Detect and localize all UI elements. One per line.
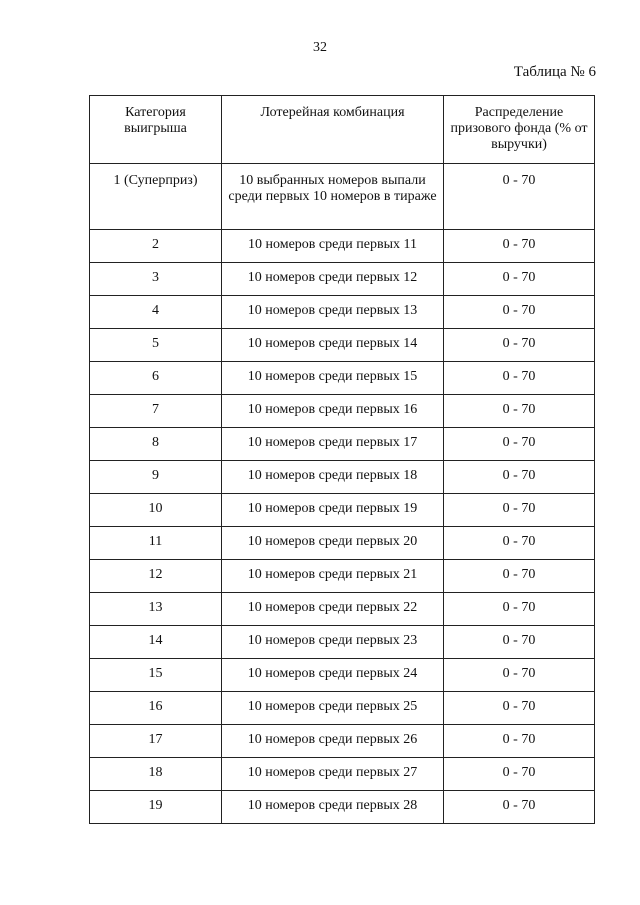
cell-category: 5: [90, 329, 222, 362]
cell-distribution: 0 - 70: [444, 791, 595, 824]
table-row: [90, 230, 595, 263]
header-row: [90, 96, 595, 164]
cell-distribution: 0 - 70: [444, 494, 595, 527]
table-row: [90, 758, 595, 791]
table-caption: Таблица № 6: [513, 64, 596, 80]
cell-combination: 10 номеров среди первых 26: [222, 725, 444, 758]
cell-distribution: 0 - 70: [444, 230, 595, 263]
cell-combination: 10 номеров среди первых 28: [222, 791, 444, 824]
cell-category: 11: [90, 527, 222, 560]
page-number: 32: [313, 40, 327, 55]
table-row: [90, 659, 595, 692]
table-row: [90, 362, 595, 395]
cell-category: 13: [90, 593, 222, 626]
cell-combination: 10 выбранных номеров выпали среди первых 10 номеров в тираже: [222, 164, 444, 230]
table-row: [90, 791, 595, 824]
cell-distribution: 0 - 70: [444, 263, 595, 296]
cell-distribution: 0 - 70: [444, 395, 595, 428]
cell-combination: 10 номеров среди первых 20: [222, 527, 444, 560]
table-row: [90, 164, 595, 230]
cell-category: 16: [90, 692, 222, 725]
table-row: [90, 560, 595, 593]
cell-distribution: 0 - 70: [444, 758, 595, 791]
cell-combination: 10 номеров среди первых 14: [222, 329, 444, 362]
table-row: [90, 263, 595, 296]
table-row: [90, 296, 595, 329]
cell-distribution: 0 - 70: [444, 593, 595, 626]
cell-category: 8: [90, 428, 222, 461]
table-row: [90, 329, 595, 362]
cell-combination: 10 номеров среди первых 22: [222, 593, 444, 626]
cell-distribution: 0 - 70: [444, 296, 595, 329]
cell-distribution: 0 - 70: [444, 461, 595, 494]
table-row: [90, 692, 595, 725]
prize-table: [89, 95, 595, 824]
cell-category: 14: [90, 626, 222, 659]
table-row: [90, 725, 595, 758]
header-category: Категория выигрыша: [90, 96, 222, 164]
header-combination: Лотерейная комбинация: [222, 96, 444, 164]
cell-category: 18: [90, 758, 222, 791]
cell-category: 15: [90, 659, 222, 692]
table-row: [90, 428, 595, 461]
table-row: [90, 461, 595, 494]
cell-distribution: 0 - 70: [444, 362, 595, 395]
cell-distribution: 0 - 70: [444, 659, 595, 692]
cell-category: 7: [90, 395, 222, 428]
cell-category: 3: [90, 263, 222, 296]
cell-category: 4: [90, 296, 222, 329]
cell-distribution: 0 - 70: [444, 560, 595, 593]
cell-distribution: 0 - 70: [444, 692, 595, 725]
cell-distribution: 0 - 70: [444, 329, 595, 362]
cell-combination: 10 номеров среди первых 18: [222, 461, 444, 494]
cell-category: 10: [90, 494, 222, 527]
cell-distribution: 0 - 70: [444, 164, 595, 230]
table-row: [90, 527, 595, 560]
table-row: [90, 593, 595, 626]
cell-combination: 10 номеров среди первых 25: [222, 692, 444, 725]
cell-combination: 10 номеров среди первых 13: [222, 296, 444, 329]
cell-distribution: 0 - 70: [444, 428, 595, 461]
cell-category: 12: [90, 560, 222, 593]
cell-category: 6: [90, 362, 222, 395]
cell-category: 2: [90, 230, 222, 263]
cell-combination: 10 номеров среди первых 21: [222, 560, 444, 593]
cell-combination: 10 номеров среди первых 27: [222, 758, 444, 791]
cell-category: 9: [90, 461, 222, 494]
cell-distribution: 0 - 70: [444, 725, 595, 758]
cell-distribution: 0 - 70: [444, 626, 595, 659]
cell-combination: 10 номеров среди первых 15: [222, 362, 444, 395]
table-row: [90, 494, 595, 527]
cell-combination: 10 номеров среди первых 16: [222, 395, 444, 428]
header-distribution: Распределение призового фонда (% от выручки): [444, 96, 595, 164]
cell-combination: 10 номеров среди первых 12: [222, 263, 444, 296]
cell-combination: 10 номеров среди первых 17: [222, 428, 444, 461]
table-row: [90, 626, 595, 659]
cell-category: 17: [90, 725, 222, 758]
table-header: [90, 96, 595, 164]
table-body: [90, 164, 595, 824]
table-row: [90, 395, 595, 428]
cell-combination: 10 номеров среди первых 23: [222, 626, 444, 659]
cell-combination: 10 номеров среди первых 11: [222, 230, 444, 263]
cell-category: 19: [90, 791, 222, 824]
cell-combination: 10 номеров среди первых 24: [222, 659, 444, 692]
cell-category: 1 (Суперприз): [90, 164, 222, 230]
cell-combination: 10 номеров среди первых 19: [222, 494, 444, 527]
cell-distribution: 0 - 70: [444, 527, 595, 560]
